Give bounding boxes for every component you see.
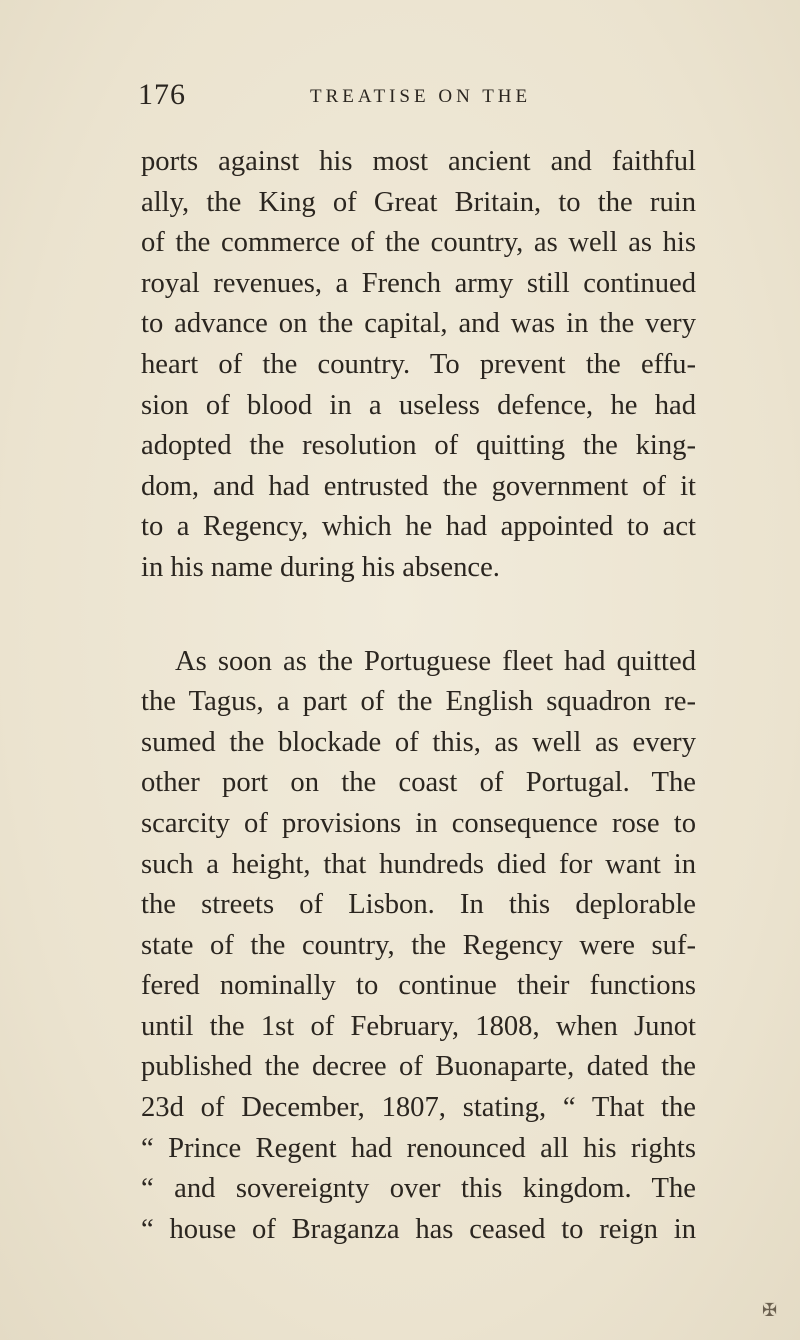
text-line: other port on the coast of Portugal. The xyxy=(141,767,696,799)
text-line: heart of the country. To prevent the effu- xyxy=(141,348,696,380)
text-line: “ house of Braganza has ceased to reign in xyxy=(141,1213,696,1245)
running-title: TREATISE ON THE xyxy=(310,86,532,107)
text-line: the streets of Lisbon. In this deplorable xyxy=(141,889,696,921)
paragraph-gap xyxy=(141,589,696,642)
text-line: until the 1st of February, 1808, when Junot xyxy=(141,1010,696,1042)
text-line: in his name during his absence. xyxy=(141,551,500,583)
text-line: ports against his most ancient and faithful xyxy=(141,146,696,177)
text-line: royal revenues, a French army still continued xyxy=(141,267,696,299)
text-line: published the decree of Buonaparte, dated the xyxy=(141,1051,696,1083)
text-line: fered nominally to continue their functions xyxy=(141,970,696,1002)
text-line: scarcity of provisions in consequence rose to xyxy=(141,807,696,839)
text-line: sion of blood in a useless defence, he had xyxy=(141,389,696,421)
text-line: such a height, that hundreds died for want in xyxy=(141,848,696,880)
paragraph-1 xyxy=(141,142,696,589)
text-line: the Tagus, a part of the English squadron re- xyxy=(141,686,696,718)
footer-mark: ✠ xyxy=(762,1300,778,1320)
text-line: to a Regency, which he had appointed to act xyxy=(141,511,696,543)
text-line: state of the country, the Regency were suf- xyxy=(141,929,696,961)
text-line: “ and sovereignty over this kingdom. The xyxy=(141,1173,696,1205)
text-line: “ Prince Regent had renounced all his rights xyxy=(141,1132,696,1164)
text-line: ally, the King of Great Britain, to the ruin xyxy=(141,186,696,218)
page-number: 176 xyxy=(138,78,186,111)
text-line: sumed the blockade of this, as well as every xyxy=(141,726,696,758)
body-text xyxy=(141,142,696,1250)
text-line: dom, and had entrusted the government of it xyxy=(141,470,696,502)
text-line: of the commerce of the country, as well as his xyxy=(141,227,696,259)
paragraph-2 xyxy=(141,642,696,1251)
text-line: 23d of December, 1807, stating, “ That the xyxy=(141,1092,696,1124)
running-head xyxy=(138,78,698,118)
text-line: As soon as the Portuguese fleet had quitted xyxy=(175,645,696,677)
text-line: adopted the resolution of quitting the king- xyxy=(141,430,696,462)
text-line: to advance on the capital, and was in the very xyxy=(141,308,696,340)
